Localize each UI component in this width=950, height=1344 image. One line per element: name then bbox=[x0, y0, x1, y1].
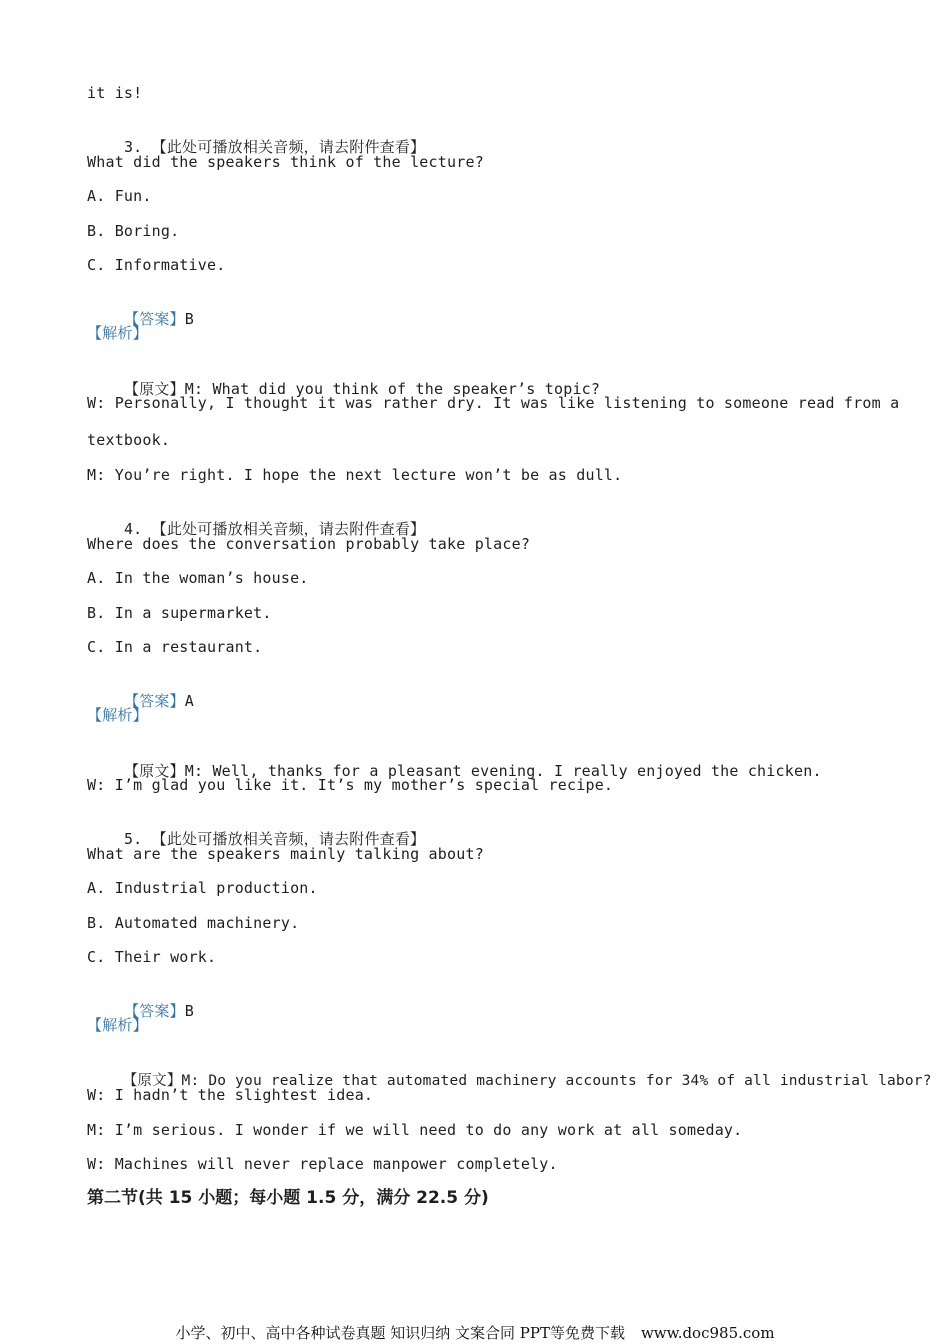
transcript-line: 【原文】M: What did you think of the speaker’s topic? bbox=[123, 380, 601, 398]
option-a: A. Fun. bbox=[87, 187, 152, 205]
footer-text: 小学、初中、高中各种试卷真题 知识归纳 文案合同 PPT等免费下载 bbox=[175, 1324, 625, 1342]
footer-link[interactable]: www.doc985.com bbox=[640, 1324, 775, 1342]
answer-value: A bbox=[184, 692, 194, 710]
answer-value: B bbox=[184, 1002, 194, 1020]
question-number: 5. bbox=[123, 830, 143, 848]
text-line: it is! bbox=[87, 84, 143, 102]
transcript-line: W: Machines will never replace manpower completely. bbox=[87, 1155, 558, 1173]
audio-note: 【此处可播放相关音频，请去附件查看】 bbox=[151, 830, 426, 848]
option-c: C. In a restaurant. bbox=[87, 638, 263, 656]
answer-label: 【答案】 bbox=[123, 1002, 185, 1020]
audio-note: 【此处可播放相关音频，请去附件查看】 bbox=[151, 520, 426, 538]
answer-label: 【答案】 bbox=[123, 310, 185, 328]
answer-label: 【答案】 bbox=[123, 692, 185, 710]
transcript-line: 【原文】M: Well, thanks for a pleasant evening. I really enjoyed the chicken. bbox=[123, 762, 822, 780]
option-b: B. In a supermarket. bbox=[87, 604, 272, 622]
answer-value: B bbox=[184, 310, 194, 328]
transcript-line: W: I hadn’t the slightest idea. bbox=[87, 1086, 374, 1104]
analysis-label: 【解析】 bbox=[87, 706, 148, 724]
option-c: C. Their work. bbox=[87, 948, 217, 966]
transcript-line: W: Personally, I thought it was rather dry. It was like listening to someone read from a bbox=[87, 394, 900, 412]
transcript-line: 【原文】M: Do you realize that automated machinery accounts for 34% of all industrial labor? bbox=[122, 1073, 932, 1089]
section-heading: 第二节(共 15 小题；每小题 1.5 分，满分 22.5 分) bbox=[87, 1188, 489, 1208]
option-b: B. Boring. bbox=[87, 222, 180, 240]
question-3-text: What did the speakers think of the lecture? bbox=[87, 153, 484, 171]
analysis-label: 【解析】 bbox=[87, 1016, 148, 1034]
original-label: 【原文】 bbox=[123, 380, 185, 398]
transcript-line: M: You’re right. I hope the next lecture won’t be as dull. bbox=[87, 466, 623, 484]
question-number: 3. bbox=[123, 138, 143, 156]
option-c: C. Informative. bbox=[87, 256, 226, 274]
transcript-line: W: I’m glad you like it. It’s my mother’s special recipe. bbox=[87, 776, 614, 794]
analysis-label: 【解析】 bbox=[87, 324, 148, 342]
question-number: 4. bbox=[123, 520, 143, 538]
transcript-line: textbook. bbox=[87, 431, 171, 449]
original-label: 【原文】 bbox=[122, 1073, 182, 1089]
original-label: 【原文】 bbox=[123, 762, 185, 780]
page-footer bbox=[0, 1323, 950, 1343]
audio-note: 【此处可播放相关音频，请去附件查看】 bbox=[151, 138, 426, 156]
option-b: B. Automated machinery. bbox=[87, 914, 300, 932]
question-4-text: Where does the conversation probably take place? bbox=[87, 535, 531, 553]
option-a: A. Industrial production. bbox=[87, 879, 318, 897]
question-5-text: What are the speakers mainly talking about? bbox=[87, 845, 484, 863]
transcript-line: M: I’m serious. I wonder if we will need to do any work at all someday. bbox=[87, 1121, 743, 1139]
option-a: A. In the woman’s house. bbox=[87, 569, 309, 587]
